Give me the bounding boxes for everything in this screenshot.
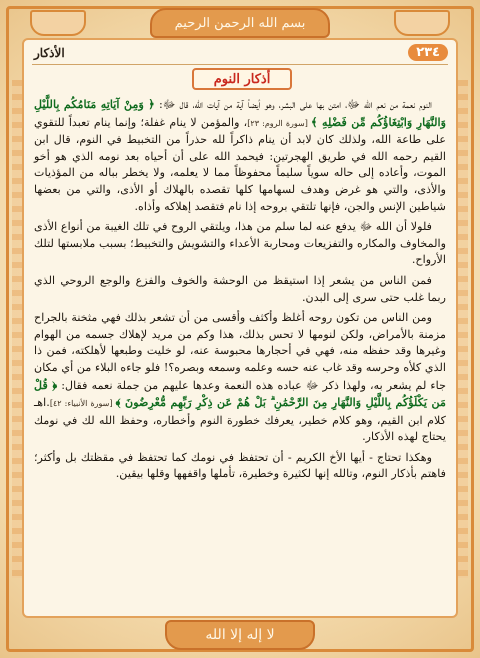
paragraph-text: وهكذا تحتاج - أيها الأخ الكريم - أن تحتفظ في نومك كما تحتفظ في مقظتك بل وأكثر؛ فاهتم بأذكار النوم، وتالله إنها لكثيرة وخطيرة، تأملها واقفهها وقلها بيقين.: [34, 450, 446, 481]
book-page: [22, 38, 458, 618]
quran-verse: ﴿ وَمِنْ آيَاتِهِ مَنَامُكُم بِاللَّيْلِ وَالنَّهَارِ وَابْتِغَاؤُكُم مِّن فَضْلِهِ ﴾: [34, 97, 447, 129]
paragraph-text: ، والمؤمن لا ينام غفلة؛ وإنما ينام تعبداً للتقوي على طاعة الله، ولذلك كان لابد أن ينام ذاكراً لله حذراً من التخبيط في النوم، قال ابن القيم رحمه الله في طريق الهجرتين: فيحمد الله على أن أحياه بعد نومه الذي هو أخو الموت، وأعاده إلى حاله سوياً سليماً محفوظاً مما لا يعلمه، ولا يخطر بباله من المؤذيات والأذى، والتي هو غرض وهدف لسهامها كلها تقصده بالهلاك أو الأذى، والتي من بعضها شياطين الإنس والجن، فإنها تلتقي بروحه إذا نام فتقصد إهلاكه وأذاه.: [34, 115, 446, 213]
section-title: أذكار النوم: [192, 68, 292, 90]
open-book-icon: [394, 10, 450, 36]
paragraph: [34, 450, 446, 483]
running-header: الأذكار: [34, 46, 65, 60]
paragraph-text: النوم نعمة من نعم الله ﷻ، امتن بها على البشر، وهو أيضاً آية من آيات الله، قال ﷻ:: [154, 98, 432, 111]
paragraph: [34, 219, 446, 269]
paragraph: [34, 310, 446, 446]
paragraph-text: فلولا أن الله ﷻ يدفع عنه لما سلم من هذا، ويلتقي الروح في تلك الغيبة من أنواع الأذى والمخاوف والمكاره والتفزيعات ومحاربة الأعداء والتشويش والتخبيط؛ بسبب ملابستها لتلك الأرواح.: [34, 220, 446, 267]
header-divider: [32, 64, 448, 65]
verse-reference: [سورة الروم: ٢٣]: [247, 118, 312, 128]
verse-reference: [سورة الأنبياء: ٤٢]: [49, 399, 116, 409]
paragraph-text: .اهـ كلام ابن القيم، وهو كلام خطير، يعرفك خطورة النوم وأخطاره، وحفظ الله لك في نومك يحتاج لهذه الأذكار.: [34, 396, 446, 444]
bottom-calligraphy-banner: لا إله إلا الله: [165, 620, 315, 650]
paragraph-text: ومن الناس من تكون روحه أغلظ وأكثف وأقسى من أن تشعر بذلك فهي مثخنة بالجراح مزمنة بالأمراض، ولكن لنومها لا تحس بذلك، هذا وكم من مريد لإهلاك جسمه من الهوام وغيرها وقد حفظه منه، فهي في أحجارها محبوسة عنه، لو خليت وطبعها لأهلكته، فمن ذا الذي كلأه وحرسه وقد غاب عنه حسه وعلمه وسمعه وبصره؟! فلو جاءه البلاء من أي مكان جاء لم يشعر به، ولهذا ذكر ﷻ عباده هذه النعمة وعدها عليهم من جملة نعمه فقال:: [34, 311, 447, 392]
quran-verse: ﴿ قُلْ مَن يَكْلَؤُكُم بِاللَّيْلِ وَالنَّهَارِ مِنَ الرَّحْمَٰنِ ۗ بَلْ هُمْ عَن ذِكْرِ رَبِّهِم مُّعْرِضُونَ ﴾: [34, 377, 447, 410]
page-number: ٢٣٤: [408, 44, 448, 61]
paragraph: [34, 273, 446, 306]
paragraph: [34, 96, 446, 215]
top-calligraphy-banner: بسم الله الرحمن الرحيم: [150, 8, 330, 38]
open-book-icon: [30, 10, 86, 36]
body-text: [34, 96, 446, 608]
paragraph-text: فمن الناس من يشعر إذا استيقظ من الوحشة والخوف والفزع والوجع الروحي الذي ربما غلب حتى سرى إلى البدن.: [34, 273, 446, 304]
